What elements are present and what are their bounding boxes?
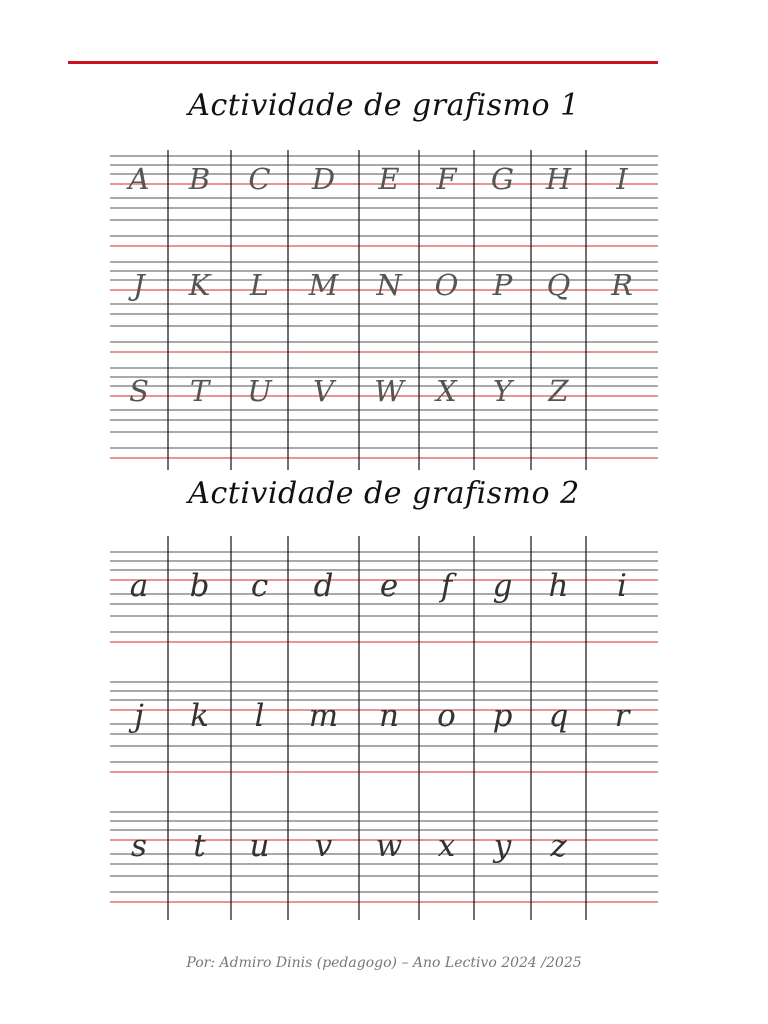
letter-cell: r (614, 698, 630, 734)
letter-cell: l (254, 698, 265, 734)
uppercase-practice-grid (110, 150, 658, 470)
letter-cell: M (308, 268, 339, 302)
letter-cell: U (247, 374, 272, 408)
letter-cell: X (436, 374, 457, 408)
letter-cell: O (434, 268, 459, 302)
letter-cell: j (134, 698, 144, 734)
letter-cell: W (374, 374, 404, 408)
letter-cell: g (492, 568, 513, 604)
letter-cell: P (492, 268, 513, 302)
letter-cell: q (548, 698, 569, 734)
letter-cell: F (436, 162, 457, 196)
letter-cell: I (616, 162, 628, 196)
letter-cell: E (378, 162, 400, 196)
activity-1-title: Actividade de grafismo 1 (188, 88, 580, 123)
letter-cell: b (189, 568, 210, 604)
letter-cell: T (189, 374, 210, 408)
letter-cell: k (190, 698, 209, 734)
letter-cell: Y (492, 374, 513, 408)
letter-cell: R (611, 268, 633, 302)
letter-cell: i (617, 568, 627, 604)
letter-cell: N (376, 268, 402, 302)
letter-cell: Z (548, 374, 569, 408)
letter-cell: L (249, 268, 270, 302)
letter-cell: H (545, 162, 572, 196)
letter-cell: y (493, 828, 512, 864)
letter-cell: s (131, 828, 147, 864)
uppercase-grid-lines (110, 150, 658, 470)
letter-cell: S (129, 374, 149, 408)
letter-cell: a (129, 568, 149, 604)
letter-cell: Q (546, 268, 571, 302)
letter-cell: m (308, 698, 339, 734)
letter-cell: J (133, 268, 145, 302)
letter-cell: n (379, 698, 399, 734)
letter-cell: d (313, 568, 334, 604)
letter-cell: G (490, 162, 515, 196)
letter-cell: f (440, 568, 453, 604)
letter-cell: C (248, 162, 271, 196)
footer-credit: Por: Admiro Dinis (pedagogo) – Ano Lectivo 2024 /2025 (186, 955, 582, 971)
letter-cell: e (379, 568, 399, 604)
letter-cell: u (249, 828, 270, 864)
letter-cell: p (492, 698, 513, 734)
letter-cell: D (311, 162, 336, 196)
activity-2-title: Actividade de grafismo 2 (188, 476, 580, 511)
letter-cell: K (188, 268, 211, 302)
lowercase-practice-grid (110, 536, 658, 920)
letter-cell: V (313, 374, 334, 408)
top-red-rule (68, 61, 658, 64)
letter-cell: w (375, 828, 403, 864)
letter-cell: x (437, 828, 456, 864)
letter-cell: t (193, 828, 206, 864)
letter-cell: B (188, 162, 211, 196)
letter-cell: A (128, 162, 150, 196)
letter-cell: o (437, 698, 456, 734)
letter-cell: h (548, 568, 569, 604)
letter-cell: c (250, 568, 269, 604)
letter-cell: v (314, 828, 333, 864)
letter-cell: z (550, 828, 567, 864)
